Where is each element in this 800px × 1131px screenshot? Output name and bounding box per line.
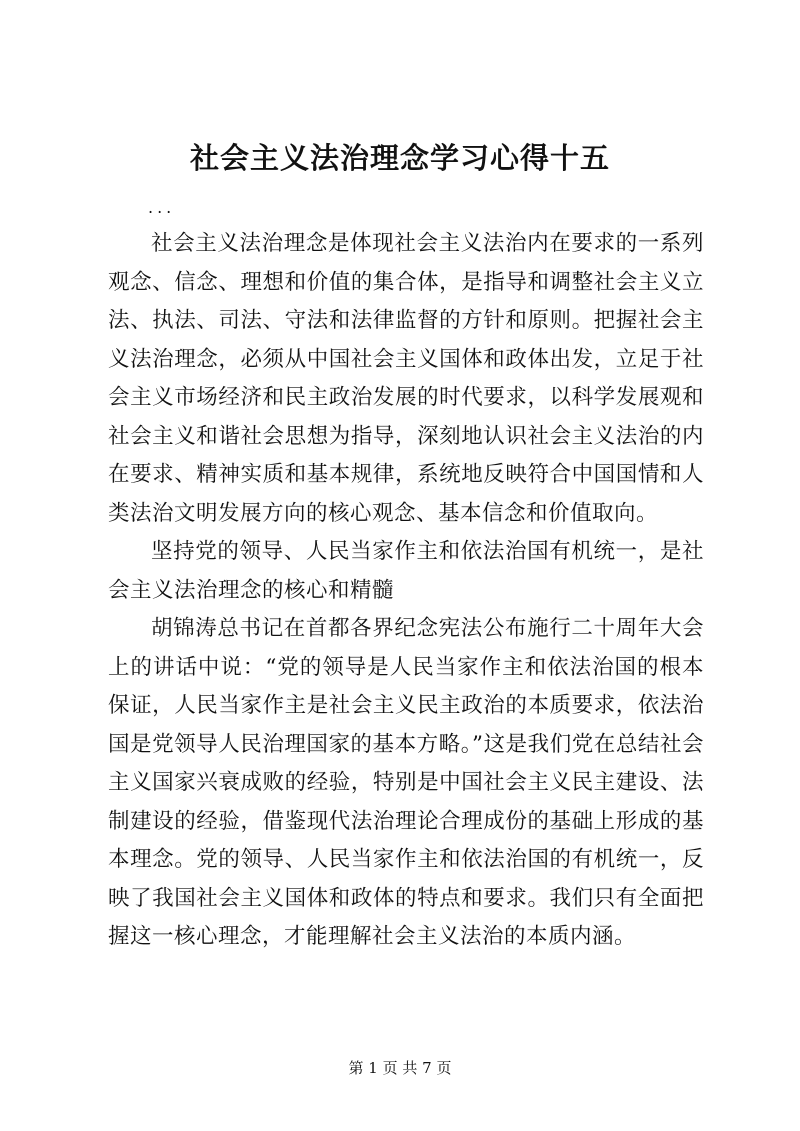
page-number-footer: 第 1 页 共 7 页	[348, 1059, 452, 1077]
document-body	[108, 225, 704, 957]
paragraph-heading: 坚持党的领导、人民当家作主和依法治国有机统一，是社会主义法治理念的核心和精髓	[108, 539, 704, 603]
paragraph-intro: 社会主义法治理念是体现社会主义法治内在要求的一系列观念、信念、理想和价值的集合体，是指导和调整社会主义立法、执法、司法、守法和法律监督的方针和原则。把握社会主义法治理念，必须从中国社会主义国体和政体出发，立足于社会主义市场经济和民主政治发展的时代要求，以科学发展观和社会主义和谐社会思想为指导，深刻地认识社会主义法治的内在要求、精神实质和基本规律，系统地反映符合中国国情和人类法治文明发展方向的核心观念、基本信念和价值取向。	[108, 231, 704, 526]
document-title: 社会主义法治理念学习心得十五	[189, 141, 610, 175]
paragraph-quote: 胡锦涛总书记在首都各界纪念宪法公布施行二十周年大会上的讲话中说：“党的领导是人民当家作主和依法治国的根本保证，人民当家作主是社会主义民主政治的本质要求，依法治国是党领导人民治理国家的基本方略。”这是我们党在总结社会主义国家兴衰成败的经验，特别是中国社会主义民主建设、法制建设的经验，借鉴现代法治理论合理成份的基础上形成的基本理念。党的领导、人民当家作主和依法治国的有机统一，反映了我国社会主义国体和政体的特点和要求。我们只有全面把握这一核心理念，才能理解社会主义法治的本质内涵。	[108, 616, 704, 949]
ellipsis-marker: ...	[148, 198, 176, 217]
